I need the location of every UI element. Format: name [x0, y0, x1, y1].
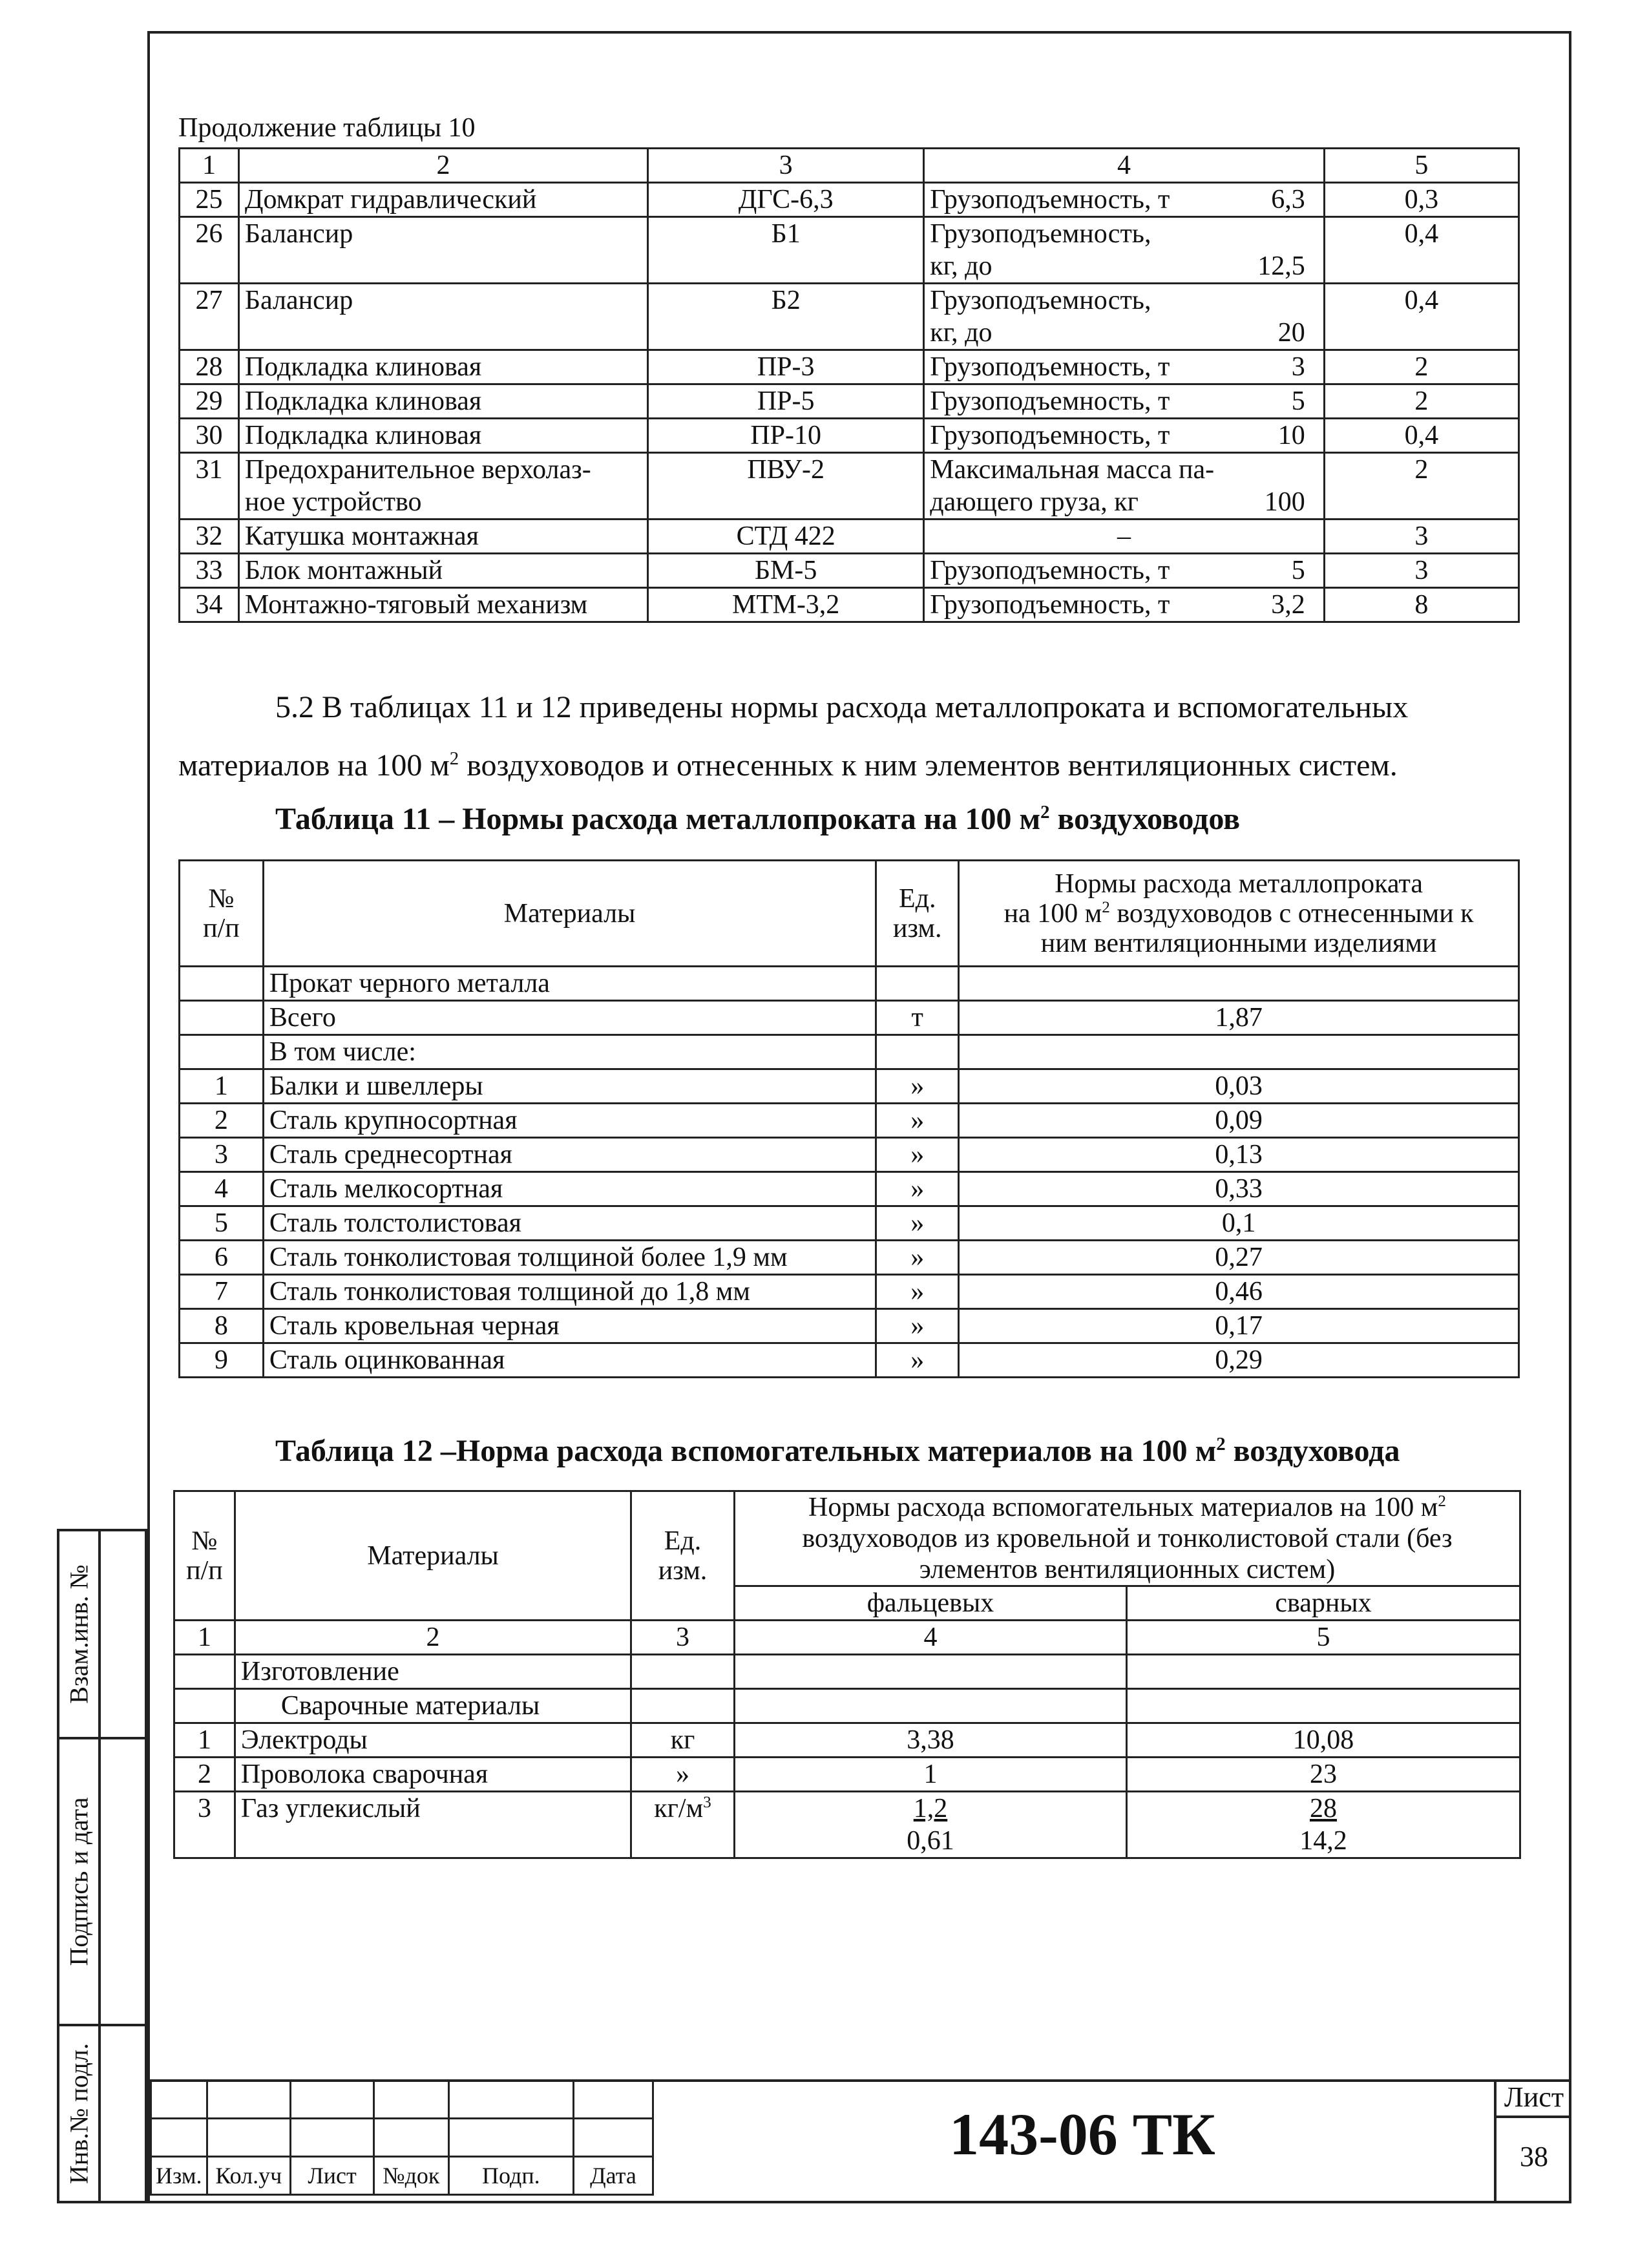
document-code: 143-06 ТК [949, 2101, 1215, 2167]
t12-mat: Сварочные материалы [235, 1689, 631, 1723]
t10-mark: ПР-10 [648, 419, 924, 453]
t11-unit [876, 967, 959, 1001]
tb-h-ndok: №док [374, 2157, 449, 2195]
t11-h-norm-line2 [965, 899, 1513, 929]
t10-param-value: 12,5 [1257, 251, 1305, 281]
t11-val: 0,13 [959, 1138, 1519, 1172]
t11-unit: » [876, 1172, 959, 1206]
table10-continued [178, 147, 1520, 623]
t11-unit: » [876, 1343, 959, 1378]
t10-num: 34 [180, 588, 239, 622]
t10-name [238, 520, 647, 554]
t10-param-line [930, 351, 1318, 383]
tb-h-izm: Изм. [151, 2157, 207, 2195]
t10-param [924, 588, 1324, 622]
side-inv-label [59, 2026, 101, 2201]
t11-mat: Прокат черного металла [263, 967, 876, 1001]
t12-unit [631, 1792, 735, 1858]
t10-param-line [930, 317, 1318, 349]
t12-v1: 1 [734, 1758, 1126, 1792]
t10-param-line [930, 184, 1318, 216]
t11-h-norm-d: ним вентиляционными изделиями [1040, 928, 1437, 958]
t10-name [238, 588, 647, 622]
table10-row [180, 217, 1519, 284]
t10-param-text: дающего груза, кг [930, 487, 1139, 517]
t11-num: 8 [180, 1309, 264, 1343]
tb-h-data: Дата [574, 2157, 653, 2195]
t10-param-value: 10 [1277, 421, 1305, 450]
table11 [178, 859, 1520, 1378]
t11-unit: » [876, 1138, 959, 1172]
t12-v1 [734, 1792, 1126, 1858]
table11-row [180, 1309, 1519, 1343]
t10-name-line: Монтажно-тяговый механизм [244, 590, 588, 620]
tb-cell [374, 2119, 449, 2157]
t11-num: 6 [180, 1241, 264, 1275]
t10-param-line [930, 218, 1318, 250]
side-stamp-inv [57, 2024, 147, 2203]
t10-param-text: Грузоподъемность, т [930, 556, 1170, 585]
t10-param [924, 217, 1324, 284]
t10-name [238, 384, 647, 419]
tb-cell [151, 2081, 207, 2119]
tb-cell [207, 2119, 291, 2157]
t10-name-line: Подкладка клиновая [244, 421, 482, 450]
section-paragraph [178, 678, 1535, 795]
t11-mat: Сталь тонколистовая толщиной до 1,8 мм [263, 1275, 876, 1309]
table12-row [174, 1689, 1520, 1723]
t11-num [180, 1035, 264, 1069]
t11-unit: » [876, 1241, 959, 1275]
t10-mark: ДГС-6,3 [648, 183, 924, 217]
t10-h4: 4 [924, 149, 1324, 183]
table11-title [275, 801, 1240, 837]
table10-row [180, 183, 1519, 217]
t10-num: 32 [180, 520, 239, 554]
t12-mat: Электроды [235, 1723, 631, 1758]
t11-val: 1,87 [959, 1001, 1519, 1035]
t11-h-norm-sup: 2 [1102, 898, 1110, 916]
para-line2-a: материалов на 100 м [178, 748, 450, 782]
t12-mat: Изготовление [235, 1655, 631, 1689]
t11-mat: Сталь среднесортная [263, 1138, 876, 1172]
table12-header-row1 [174, 1491, 1520, 1586]
t10-name-line: Балансир [244, 219, 353, 249]
side-stamp-podpis [57, 1737, 147, 2024]
t10-mark: МТМ-3,2 [648, 588, 924, 622]
t12-h-weld: сварных [1127, 1586, 1520, 1621]
table12-row-last [174, 1792, 1520, 1858]
t10-param-line [930, 250, 1318, 282]
table10-header-row [180, 149, 1519, 183]
t12-unit: кг [631, 1723, 735, 1758]
t11-val: 0,1 [959, 1206, 1519, 1241]
t11-num: 2 [180, 1104, 264, 1138]
t12-num: 3 [174, 1792, 235, 1858]
t10-name [238, 419, 647, 453]
t10-param-value: 3,2 [1271, 590, 1305, 620]
t10-param-text: кг, до [930, 251, 993, 281]
t10-num: 30 [180, 419, 239, 453]
t10-param-line [930, 520, 1318, 552]
t10-param [924, 554, 1324, 588]
t11-val: 0,29 [959, 1343, 1519, 1378]
t12-num [174, 1689, 235, 1723]
t11-val: 0,03 [959, 1069, 1519, 1104]
side-vzam-text: Взам.инв. № [64, 1564, 94, 1704]
table10-row [180, 350, 1519, 384]
table11-title-sup: 2 [1040, 802, 1050, 823]
t12-cn2: 2 [235, 1621, 631, 1655]
tb-h-kolvo: Кол.уч [207, 2157, 291, 2195]
table12-title-b: воздуховода [1225, 1434, 1400, 1468]
t12-cn5: 5 [1127, 1621, 1520, 1655]
t11-num: 1 [180, 1069, 264, 1104]
t12-num [174, 1655, 235, 1689]
t10-param-value: 6,3 [1271, 185, 1305, 215]
t10-param [924, 350, 1324, 384]
t12-h-num: № п/п [174, 1491, 235, 1621]
t10-param-value: 3 [1291, 352, 1305, 382]
table11-row [180, 1104, 1519, 1138]
t12-h-unit: Ед. изм. [631, 1491, 735, 1621]
t11-num: 4 [180, 1172, 264, 1206]
t12-v2a: 28 [1310, 1794, 1337, 1823]
t12-h-norm-a: Нормы расхода вспомогательных материалов на 100 м [808, 1493, 1438, 1522]
t11-mat: В том числе: [263, 1035, 876, 1069]
table12-colnum-row [174, 1621, 1520, 1655]
t11-mat: Сталь мелкосортная [263, 1172, 876, 1206]
t10-num: 29 [180, 384, 239, 419]
table11-row [180, 1206, 1519, 1241]
t11-mat: Сталь тонколистовая толщиной более 1,9 мм [263, 1241, 876, 1275]
t10-param-text: Грузоподъемность, [930, 286, 1151, 315]
t10-param-line [930, 284, 1318, 317]
t12-v2 [1127, 1655, 1520, 1689]
side-stamp-vzam [57, 1529, 147, 1737]
t10-num: 26 [180, 217, 239, 284]
t10-h1: 1 [180, 149, 239, 183]
t10-name [238, 453, 647, 520]
sheet-label: Лист [1497, 2079, 1571, 2118]
t11-val: 0,46 [959, 1275, 1519, 1309]
t11-unit: т [876, 1001, 959, 1035]
t11-num: 3 [180, 1138, 264, 1172]
t12-mat: Газ углекислый [235, 1792, 631, 1858]
t12-h-norm-b: воздуховодов из кровельной и тонколистовой стали (без [802, 1524, 1453, 1553]
sheet-box [1494, 2079, 1571, 2203]
t10-param [924, 183, 1324, 217]
table11-row [180, 1001, 1519, 1035]
t11-h-norm [959, 861, 1519, 967]
table12-row [174, 1655, 1520, 1689]
t11-unit: » [876, 1275, 959, 1309]
t10-param [924, 520, 1324, 554]
tb-h-podp: Подп. [448, 2157, 573, 2195]
t10-param-value: 5 [1291, 556, 1305, 585]
t10-name [238, 350, 647, 384]
t12-v2 [1127, 1689, 1520, 1723]
t10-param [924, 453, 1324, 520]
side-vzam-label [59, 1531, 101, 1737]
t11-val [959, 1035, 1519, 1069]
t11-num [180, 967, 264, 1001]
t11-h-mat: Материалы [263, 861, 876, 967]
table12-row [174, 1758, 1520, 1792]
table11-row [180, 1343, 1519, 1378]
para-line2 [178, 737, 1535, 795]
t10-name-line: Подкладка клиновая [244, 352, 482, 382]
tb-cell [448, 2119, 573, 2157]
t10-mark: БМ-5 [648, 554, 924, 588]
tb-cell [291, 2081, 374, 2119]
table10-row [180, 453, 1519, 520]
t11-h-norm-c: воздуховодов с отнесенными к [1109, 898, 1474, 929]
t10-name-line: Домкрат гидравлический [244, 185, 537, 215]
table11-header-row [180, 861, 1519, 967]
t12-v2: 23 [1127, 1758, 1520, 1792]
side-podpis-label [59, 1739, 101, 2024]
title-block-top-line [150, 2079, 1571, 2082]
t11-val: 0,33 [959, 1172, 1519, 1206]
t11-val: 0,09 [959, 1104, 1519, 1138]
t10-param-text: Грузоподъемность, т [930, 352, 1170, 382]
table11-row [180, 1172, 1519, 1206]
t12-v1 [734, 1655, 1126, 1689]
para-line2-sup: 2 [449, 748, 459, 769]
t11-unit: » [876, 1104, 959, 1138]
tb-cell [291, 2119, 374, 2157]
t12-unit-a: кг/м [654, 1794, 704, 1823]
t10-param-text: – [1117, 521, 1131, 551]
table10-caption: Продолжение таблицы 10 [178, 113, 476, 143]
table11-row [180, 1241, 1519, 1275]
para-line2-b: воздуховодов и отнесенных к ним элементов вентиляционных систем. [459, 748, 1398, 782]
para-line1: 5.2 В таблицах 11 и 12 приведены нормы расхода металлопроката и вспомогательных [275, 690, 1409, 724]
tb-cell [574, 2081, 653, 2119]
t12-cn4: 4 [734, 1621, 1126, 1655]
t10-qty: 2 [1324, 350, 1518, 384]
t11-num: 7 [180, 1275, 264, 1309]
t10-mark: ПВУ-2 [648, 453, 924, 520]
t10-mark: Б1 [648, 217, 924, 284]
t11-mat: Сталь оцинкованная [263, 1343, 876, 1378]
t12-unit [631, 1655, 735, 1689]
t11-unit: » [876, 1309, 959, 1343]
t11-unit [876, 1035, 959, 1069]
t11-h-unit: Ед. изм. [876, 861, 959, 967]
tb-cell [207, 2081, 291, 2119]
t10-param [924, 284, 1324, 350]
t10-qty: 2 [1324, 384, 1518, 419]
t11-num: 5 [180, 1206, 264, 1241]
t11-val: 0,17 [959, 1309, 1519, 1343]
t11-mat: Сталь кровельная черная [263, 1309, 876, 1343]
tb-cell [448, 2081, 573, 2119]
t11-mat: Сталь крупносортная [263, 1104, 876, 1138]
t12-v2b: 14,2 [1299, 1826, 1347, 1856]
t11-mat: Сталь толстолистовая [263, 1206, 876, 1241]
t11-mat: Балки и швеллеры [263, 1069, 876, 1104]
t10-mark: ПР-3 [648, 350, 924, 384]
table12 [173, 1490, 1521, 1859]
t11-h-norm-a: Нормы расхода металлопроката [1055, 868, 1423, 899]
t10-param [924, 384, 1324, 419]
t11-mat: Всего [263, 1001, 876, 1035]
t10-num: 31 [180, 453, 239, 520]
t10-param-text: Грузоподъемность, т [930, 421, 1170, 450]
sheet-number: 38 [1520, 2141, 1548, 2172]
tb-cell [574, 2119, 653, 2157]
t12-mat: Проволока сварочная [235, 1758, 631, 1792]
t12-v1: 3,38 [734, 1723, 1126, 1758]
t11-val [959, 967, 1519, 1001]
t12-h-norm-sup: 2 [1438, 1493, 1446, 1510]
t10-name [238, 217, 647, 284]
t10-num: 28 [180, 350, 239, 384]
t10-name-line: ное устройство [244, 487, 422, 517]
t10-name [238, 284, 647, 350]
t11-h-norm-b: на 100 м [1003, 898, 1102, 929]
t11-unit: » [876, 1206, 959, 1241]
t12-v2 [1127, 1792, 1520, 1858]
t10-num: 25 [180, 183, 239, 217]
t10-param-line [930, 385, 1318, 417]
title-block-grid [150, 2079, 654, 2196]
t10-num: 33 [180, 554, 239, 588]
t10-name [238, 183, 647, 217]
table11-row [180, 1035, 1519, 1069]
t12-h-fold: фальцевых [734, 1586, 1126, 1621]
t11-num [180, 1001, 264, 1035]
t11-unit: » [876, 1069, 959, 1104]
table11-title-a: Таблица 11 – Нормы расхода металлопроката на 100 м [275, 802, 1041, 836]
t10-param-text: Грузоподъемность, т [930, 386, 1170, 416]
t10-param-line [930, 554, 1318, 587]
table10-row [180, 419, 1519, 453]
t10-param-text: Грузоподъемность, т [930, 185, 1170, 215]
t12-v1a: 1,2 [913, 1794, 948, 1823]
t12-v1b: 0,61 [907, 1826, 954, 1856]
t10-name-line: Балансир [244, 286, 353, 315]
t10-param-value: 20 [1277, 318, 1305, 348]
table10-row [180, 384, 1519, 419]
table10-row [180, 520, 1519, 554]
t10-qty: 0,4 [1324, 419, 1518, 453]
table12-title-a: Таблица 12 –Норма расхода вспомогательных материалов на 100 м [275, 1434, 1217, 1468]
table10-row [180, 554, 1519, 588]
t11-num: 9 [180, 1343, 264, 1378]
t12-v1 [734, 1689, 1126, 1723]
table11-row [180, 1138, 1519, 1172]
table12-title [275, 1433, 1400, 1469]
t10-name-line: Предохранительное верхолаз- [244, 455, 591, 485]
t10-mark: СТД 422 [648, 520, 924, 554]
t12-num: 2 [174, 1758, 235, 1792]
table11-row [180, 1069, 1519, 1104]
t12-h-norm-c: элементов вентиляционных систем) [919, 1555, 1336, 1584]
t10-param-text: Грузоподъемность, [930, 219, 1151, 249]
t10-param-text: Грузоподъемность, т [930, 590, 1170, 620]
table10-row [180, 588, 1519, 622]
table12-title-sup: 2 [1216, 1434, 1226, 1454]
tb-h-list: Лист [291, 2157, 374, 2195]
t10-param-text: кг, до [930, 318, 993, 348]
t10-qty: 0,3 [1324, 183, 1518, 217]
t10-qty: 8 [1324, 588, 1518, 622]
t10-param-line [930, 589, 1318, 621]
table10-row [180, 284, 1519, 350]
table11-title-b: воздуховодов [1049, 802, 1241, 836]
t10-name-line: Подкладка клиновая [244, 386, 482, 416]
t12-cn1: 1 [174, 1621, 235, 1655]
t10-h5: 5 [1324, 149, 1518, 183]
t12-unit [631, 1689, 735, 1723]
t12-unit-sup: 3 [703, 1794, 711, 1811]
t11-val: 0,27 [959, 1241, 1519, 1275]
t10-mark: Б2 [648, 284, 924, 350]
table11-row [180, 967, 1519, 1001]
t12-num: 1 [174, 1723, 235, 1758]
t12-h-mat: Материалы [235, 1491, 631, 1621]
tb-cell [374, 2081, 449, 2119]
t10-param-text: Максимальная масса па- [930, 455, 1215, 485]
t10-name-line: Блок монтажный [244, 556, 443, 585]
t12-unit: » [631, 1758, 735, 1792]
t10-param-line [930, 486, 1318, 518]
t10-qty: 3 [1324, 520, 1518, 554]
t10-mark: ПР-5 [648, 384, 924, 419]
table11-row [180, 1275, 1519, 1309]
t11-h-num: № п/п [180, 861, 264, 967]
t10-h3: 3 [648, 149, 924, 183]
t10-h2: 2 [238, 149, 647, 183]
t12-h-norm [734, 1491, 1520, 1586]
t12-h-norm-line1 [740, 1492, 1514, 1523]
table12-row [174, 1723, 1520, 1758]
side-podpis-text: Подпись и дата [64, 1797, 94, 1966]
t10-param-line [930, 419, 1318, 452]
t10-name [238, 554, 647, 588]
t10-qty: 2 [1324, 453, 1518, 520]
t10-name-line: Катушка монтажная [244, 521, 479, 551]
t10-param-line [930, 454, 1318, 486]
t10-qty: 3 [1324, 554, 1518, 588]
t12-v2: 10,08 [1127, 1723, 1520, 1758]
tb-cell [151, 2119, 207, 2157]
t10-param [924, 419, 1324, 453]
t12-cn3: 3 [631, 1621, 735, 1655]
t10-qty: 0,4 [1324, 217, 1518, 284]
t10-param-value: 5 [1291, 386, 1305, 416]
t10-num: 27 [180, 284, 239, 350]
t10-qty: 0,4 [1324, 284, 1518, 350]
t10-param-value: 100 [1264, 487, 1305, 517]
side-inv-text: Инв.№ подл. [64, 2043, 94, 2184]
